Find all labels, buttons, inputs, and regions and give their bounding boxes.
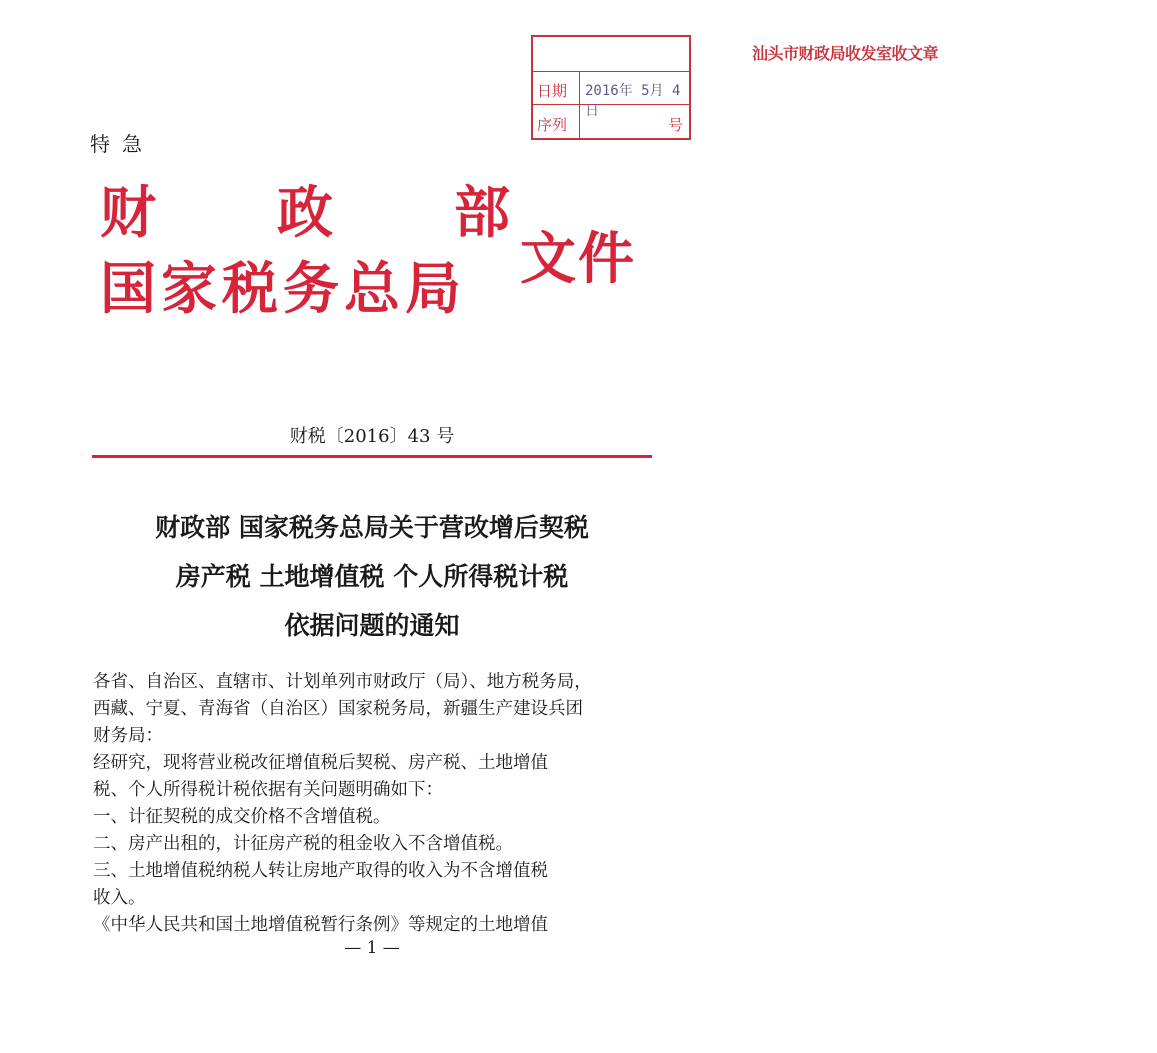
issuer-line-2: 国家税务总局 — [100, 257, 466, 322]
red-divider-line — [92, 455, 652, 458]
stamp-column-divider — [579, 71, 580, 140]
body-line: 《中华人民共和国土地增值税暂行条例》等规定的土地增值 — [93, 915, 548, 935]
title-line-2: 房产税 土地增值税 个人所得税计税 — [175, 562, 569, 591]
body-line: 三、土地增值税纳税人转让房地产取得的收入为不含增值税 — [93, 861, 548, 881]
stamp-date-label: 日期 — [537, 82, 568, 100]
stamp-date-value: 2016年 5月 4 日 — [585, 83, 681, 119]
body-line: 西藏、宁夏、青海省（自治区）国家税务局，新疆生产建设兵团 — [93, 699, 583, 719]
body-line: 税、个人所得税计税依据有关问题明确如下： — [93, 780, 443, 800]
document-type: 文件 — [520, 227, 636, 292]
body-line: 二、房产出租的，计征房产税的租金收入不含增值税。 — [93, 834, 513, 854]
document-number: 财税〔2016〕43 号 — [289, 426, 455, 447]
issuer-char: 财 — [100, 181, 156, 246]
receipt-stamp — [531, 35, 938, 140]
body-line: 收入。 — [93, 888, 146, 908]
issuer-line-1 — [100, 182, 510, 246]
title-line-3: 依据问题的通知 — [284, 611, 460, 640]
title-line-1: 财政部 国家税务总局关于营改增后契税 — [155, 513, 589, 542]
page-number: — 1 — — [344, 938, 400, 958]
stamp-divider — [533, 71, 689, 72]
urgency-mark: 特急 — [90, 132, 154, 156]
stamp-serial-label: 序列 — [537, 116, 568, 134]
stamp-serial-suffix: 号 — [667, 116, 683, 134]
stamp-title: 汕头市财政局收发室收文章 — [751, 44, 938, 63]
body-line: 经研究，现将营业税改征增值税后契税、房产税、土地增值 — [93, 753, 548, 773]
body-line: 各省、自治区、直辖市、计划单列市财政厅（局）、地方税务局， — [93, 672, 592, 692]
body-line: 一、计征契税的成交价格不含增值税。 — [93, 807, 391, 827]
body-line: 财务局： — [93, 726, 163, 746]
issuer-char: 政 — [277, 181, 333, 246]
issuer-char: 部 — [454, 181, 510, 246]
